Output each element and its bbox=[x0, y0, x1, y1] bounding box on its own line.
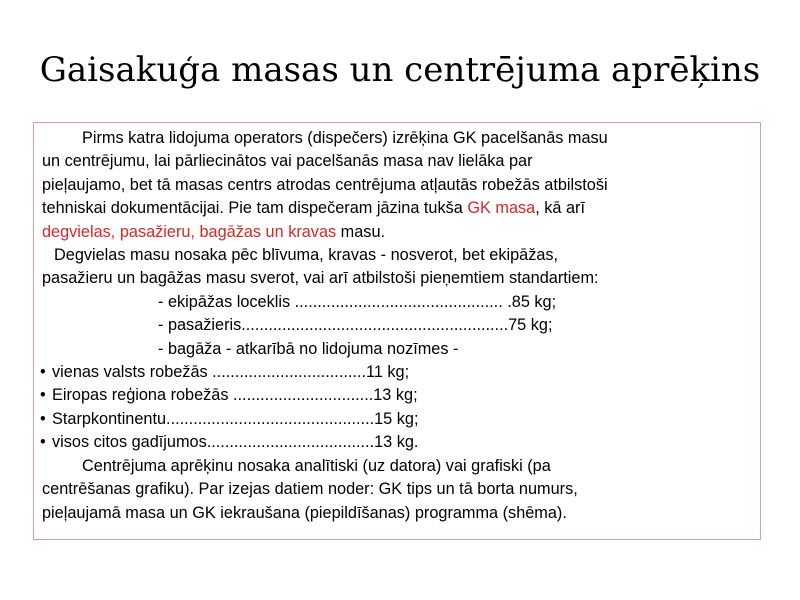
standard-passenger: - pasažieris...........................................................75 kg; bbox=[158, 316, 553, 335]
standard-baggage: - bagāža - atkarībā no lidojuma nozīmes - bbox=[158, 339, 459, 358]
bullet-icon: • bbox=[40, 363, 46, 382]
list-item bbox=[42, 384, 752, 407]
paragraph1-line3: pieļaujamo, bet tā masas centrs atrodas centrējuma atļautās robežās atbilstoši bbox=[42, 175, 608, 194]
paragraph1-line4 bbox=[42, 197, 752, 220]
content-box bbox=[33, 122, 761, 540]
paragraph1-line4-text-a: tehniskai dokumentācijai. Pie tam dispečeram jāzina tukša bbox=[42, 199, 468, 218]
paragraph3-line2: centrēšanas grafiku). Par izejas datiem noder: GK tips un tā borta numurs, bbox=[42, 480, 578, 499]
list-item bbox=[42, 431, 752, 454]
baggage-other: visos citos gadījumos.....................................13 kg. bbox=[52, 433, 419, 452]
paragraph1-line1: Pirms katra lidojuma operators (dispečers) izrēķina GK pacelšanās masu bbox=[82, 129, 608, 147]
baggage-europe: Eiropas reģiona robežās ...............................13 kg; bbox=[52, 386, 418, 405]
paragraph1-line2: un centrējumu, lai pārliecinātos vai pacelšanās masa nav lielāka par bbox=[42, 152, 533, 171]
bullet-icon: • bbox=[40, 409, 46, 428]
highlight-gk-masa: GK masa bbox=[467, 199, 536, 218]
bullet-icon: • bbox=[40, 433, 46, 452]
list-item bbox=[42, 408, 752, 431]
baggage-intercontinental: Starpkontinentu..............................................15 kg; bbox=[52, 409, 419, 428]
paragraph3-line1: Centrējuma aprēķinu nosaka analītiski (uz datora) vai grafiski (pa bbox=[82, 456, 551, 475]
paragraph1-line5-text-b: masu. bbox=[336, 222, 386, 241]
highlight-load-types: degvielas, pasažieru, bagāžas un kravas bbox=[42, 222, 337, 241]
bullet-icon: • bbox=[40, 386, 46, 405]
baggage-domestic: vienas valsts robežās ..................................11 kg; bbox=[52, 363, 410, 382]
list-item bbox=[42, 361, 752, 384]
paragraph1-line5 bbox=[42, 221, 752, 244]
paragraph3-line3: pieļaujamā masa un GK iekraušana (piepildīšanas) programma (shēma). bbox=[42, 503, 567, 522]
paragraph1-line4-text-b: , kā arī bbox=[535, 199, 585, 218]
standard-crew-member: - ekipāžas loceklis .............................................. .85 kg; bbox=[158, 292, 557, 311]
paragraph2-line1: Degvielas masu nosaka pēc blīvuma, kravas - nosverot, bet ekipāžas, bbox=[54, 246, 559, 265]
page-title: Gaisakuģa masas un centrējuma aprēķins bbox=[39, 50, 761, 90]
paragraph2-line2: pasažieru un bagāžas masu sverot, vai arī atbilstoši pieņemtiem standartiem: bbox=[42, 269, 599, 288]
